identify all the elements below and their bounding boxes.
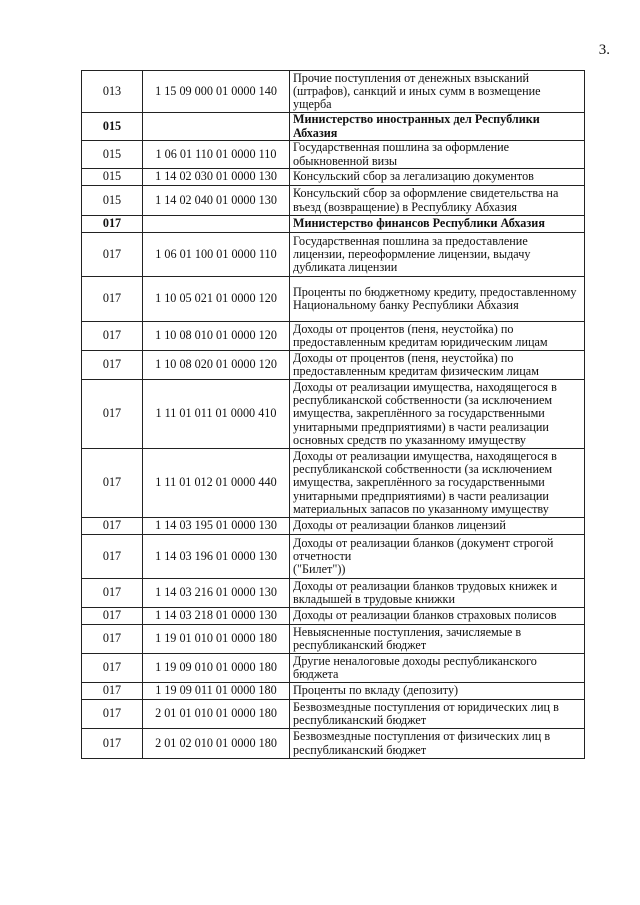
revenue-description-cell: Доходы от реализации бланков страховых полисов xyxy=(290,608,585,625)
revenue-code-cell: 1 11 01 011 01 0000 410 xyxy=(143,380,290,449)
revenue-code-cell: 1 15 09 000 01 0000 140 xyxy=(143,71,290,113)
revenue-code-cell: 1 10 05 021 01 0000 120 xyxy=(143,277,290,322)
table-row xyxy=(82,186,585,216)
revenue-codes-table xyxy=(81,70,585,759)
revenue-code-cell: 1 14 03 195 01 0000 130 xyxy=(143,518,290,535)
table-row xyxy=(82,608,585,625)
admin-code-cell: 013 xyxy=(82,71,143,113)
revenue-description-cell: Безвозмездные поступления от юридических лиц в республиканский бюджет xyxy=(290,700,585,729)
revenue-description-cell: Доходы от реализации бланков лицензий xyxy=(290,518,585,535)
revenue-description-cell: Прочие поступления от денежных взысканий (штрафов), санкций и иных сумм в возмещение ущерба xyxy=(290,71,585,113)
table-row xyxy=(82,449,585,518)
revenue-description-cell: Государственная пошлина за оформление обыкновенной визы xyxy=(290,141,585,169)
ministry-heading-row xyxy=(82,216,585,233)
revenue-description-cell: Министерство иностранных дел Республики Абхазия xyxy=(290,113,585,141)
table-row xyxy=(82,380,585,449)
revenue-code-cell: 1 11 01 012 01 0000 440 xyxy=(143,449,290,518)
page-number: 3. xyxy=(598,42,610,58)
admin-code-cell: 017 xyxy=(82,654,143,683)
revenue-code-cell: 1 06 01 100 01 0000 110 xyxy=(143,233,290,277)
table-row xyxy=(82,535,585,579)
admin-code-cell: 017 xyxy=(82,729,143,759)
admin-code-cell: 015 xyxy=(82,169,143,186)
admin-code-cell: 017 xyxy=(82,608,143,625)
revenue-code-cell: 1 14 02 030 01 0000 130 xyxy=(143,169,290,186)
table-row xyxy=(82,700,585,729)
revenue-code-cell: 2 01 02 010 01 0000 180 xyxy=(143,729,290,759)
ministry-heading-row xyxy=(82,113,585,141)
revenue-description-cell: Консульский сбор за оформление свидетельства на въезд (возвращение) в Республику Абхазия xyxy=(290,186,585,216)
admin-code-cell: 017 xyxy=(82,449,143,518)
revenue-description-cell: Доходы от реализации бланков (документ строгой отчетности ("Билет")) xyxy=(290,535,585,579)
table-row xyxy=(82,71,585,113)
revenue-description-cell: Государственная пошлина за предоставление лицензии, переоформление лицензии, выдачу дубликата лицензии xyxy=(290,233,585,277)
revenue-description-cell: Проценты по вкладу (депозиту) xyxy=(290,683,585,700)
admin-code-cell: 017 xyxy=(82,322,143,351)
table-row xyxy=(82,351,585,380)
revenue-code-cell: 1 14 03 216 01 0000 130 xyxy=(143,579,290,608)
revenue-code-cell xyxy=(143,216,290,233)
admin-code-cell: 015 xyxy=(82,186,143,216)
revenue-description-cell: Доходы от процентов (пеня, неустойка) по предоставленным кредитам физическим лицам xyxy=(290,351,585,380)
table-row xyxy=(82,579,585,608)
revenue-description-cell: Другие неналоговые доходы республиканского бюджета xyxy=(290,654,585,683)
admin-code-cell: 017 xyxy=(82,351,143,380)
table-row xyxy=(82,625,585,654)
admin-code-cell: 017 xyxy=(82,380,143,449)
revenue-description-cell: Проценты по бюджетному кредиту, предоставленному Национальному банку Республики Абхазия xyxy=(290,277,585,322)
admin-code-cell: 017 xyxy=(82,277,143,322)
table-row xyxy=(82,141,585,169)
revenue-description-cell: Доходы от процентов (пеня, неустойка) по предоставленным кредитам юридическим лицам xyxy=(290,322,585,351)
revenue-code-cell: 1 06 01 110 01 0000 110 xyxy=(143,141,290,169)
revenue-description-cell: Министерство финансов Республики Абхазия xyxy=(290,216,585,233)
revenue-code-cell: 1 10 08 020 01 0000 120 xyxy=(143,351,290,380)
table-row xyxy=(82,233,585,277)
revenue-code-cell: 1 10 08 010 01 0000 120 xyxy=(143,322,290,351)
revenue-code-cell: 1 19 09 010 01 0000 180 xyxy=(143,654,290,683)
admin-code-cell: 017 xyxy=(82,625,143,654)
revenue-code-cell: 2 01 01 010 01 0000 180 xyxy=(143,700,290,729)
admin-code-cell: 017 xyxy=(82,518,143,535)
revenue-code-cell xyxy=(143,113,290,141)
admin-code-cell: 015 xyxy=(82,113,143,141)
revenue-code-cell: 1 19 09 011 01 0000 180 xyxy=(143,683,290,700)
table-row xyxy=(82,169,585,186)
revenue-description-cell: Доходы от реализации имущества, находящегося в республиканской собственности (за исключением имущества, закреплённого за государственными унитарными предприятиями) в части реализации материальных запасов по указанному имуществу xyxy=(290,449,585,518)
table-row xyxy=(82,518,585,535)
revenue-description-cell: Безвозмездные поступления от физических лиц в республиканский бюджет xyxy=(290,729,585,759)
revenue-description-cell: Доходы от реализации имущества, находящегося в республиканской собственности (за исключением имущества, закреплённого за государственными унитарными предприятиями) в части реализации основных средств по указанному имуществу xyxy=(290,380,585,449)
admin-code-cell: 017 xyxy=(82,700,143,729)
revenue-description-cell: Консульский сбор за легализацию документов xyxy=(290,169,585,186)
table-row xyxy=(82,277,585,322)
admin-code-cell: 017 xyxy=(82,216,143,233)
table-row xyxy=(82,729,585,759)
revenue-description-cell: Невыясненные поступления, зачисляемые в республиканский бюджет xyxy=(290,625,585,654)
revenue-code-cell: 1 14 03 218 01 0000 130 xyxy=(143,608,290,625)
admin-code-cell: 017 xyxy=(82,233,143,277)
table-row xyxy=(82,683,585,700)
admin-code-cell: 015 xyxy=(82,141,143,169)
revenue-code-cell: 1 19 01 010 01 0000 180 xyxy=(143,625,290,654)
table-row xyxy=(82,322,585,351)
admin-code-cell: 017 xyxy=(82,535,143,579)
table-row xyxy=(82,654,585,683)
admin-code-cell: 017 xyxy=(82,683,143,700)
revenue-description-cell: Доходы от реализации бланков трудовых книжек и вкладышей в трудовые книжки xyxy=(290,579,585,608)
admin-code-cell: 017 xyxy=(82,579,143,608)
revenue-code-cell: 1 14 02 040 01 0000 130 xyxy=(143,186,290,216)
revenue-code-cell: 1 14 03 196 01 0000 130 xyxy=(143,535,290,579)
